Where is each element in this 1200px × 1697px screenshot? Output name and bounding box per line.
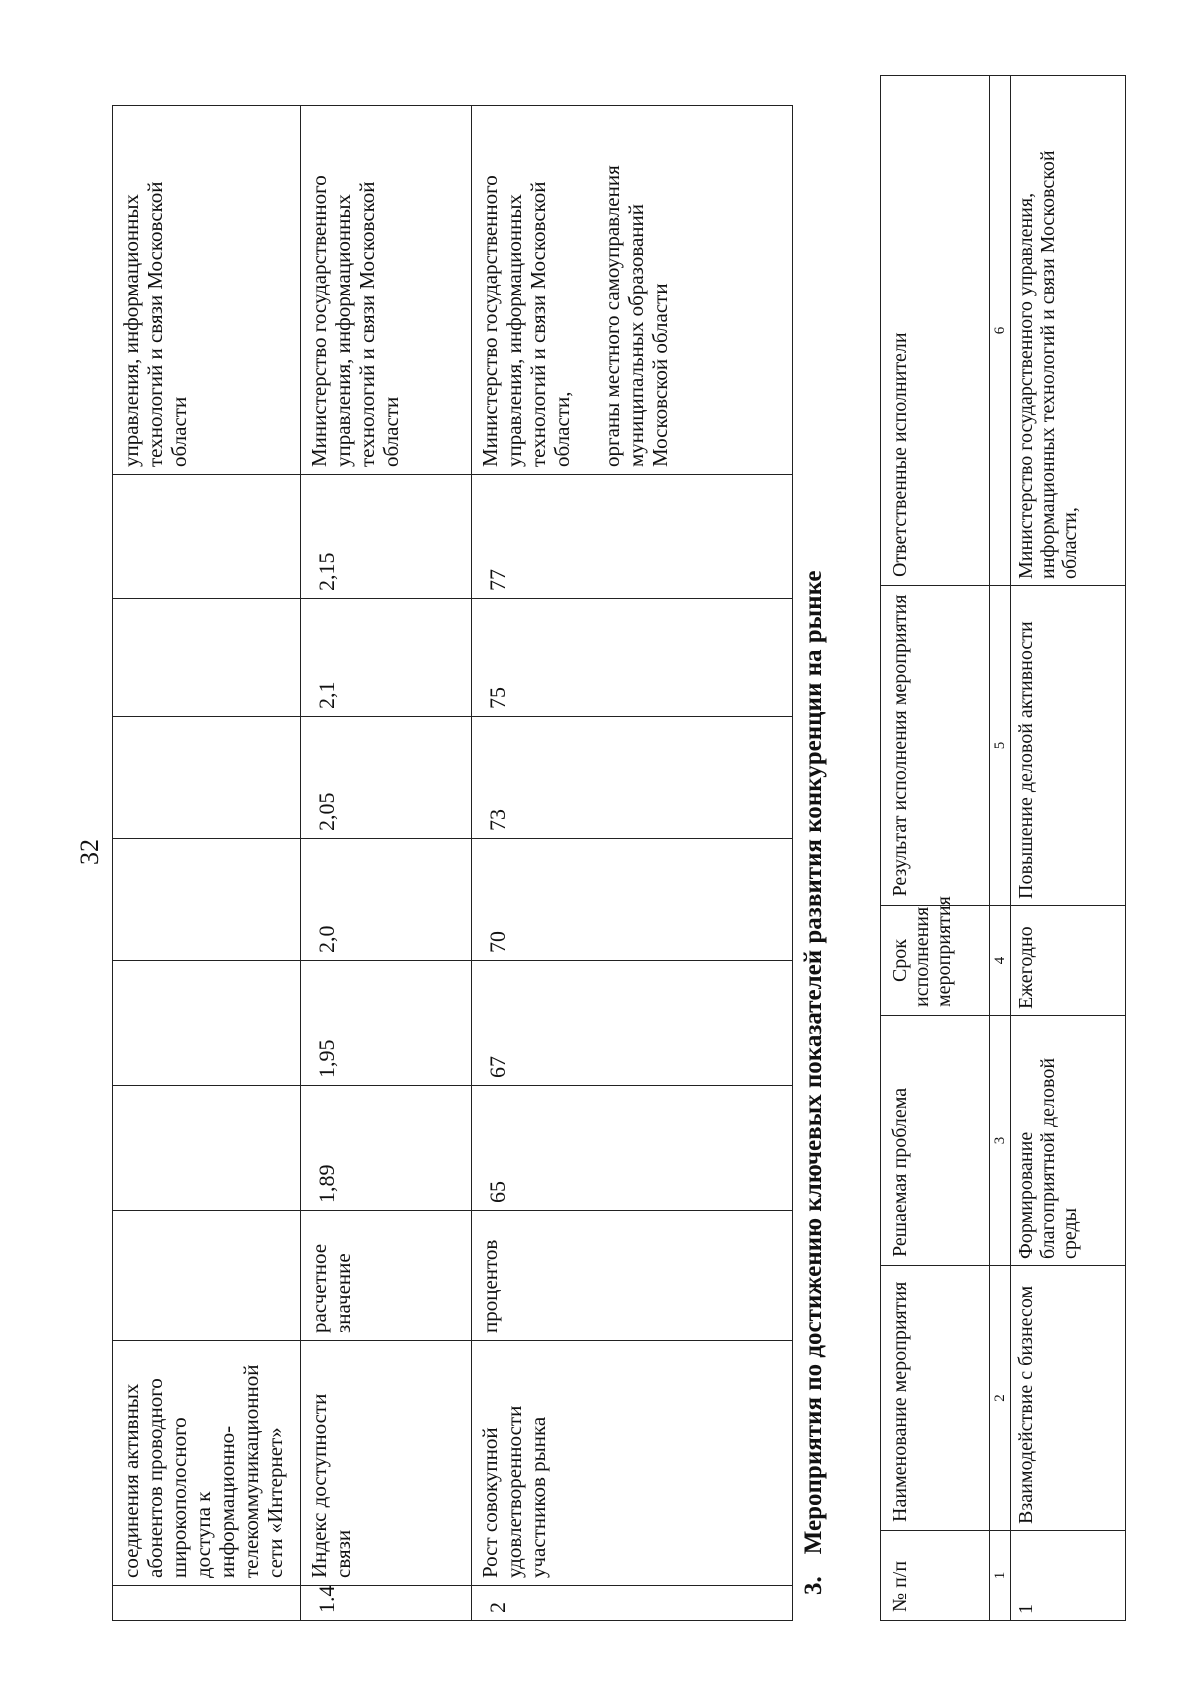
responsible: Министерство государственного управления, информационных технологий и связи Московской области (301, 106, 472, 475)
page-number: 32 (75, 839, 104, 865)
value-cell: 65 (472, 1086, 793, 1211)
value-cell: 2,0 (301, 839, 472, 961)
indicator-name: Рост совокупной удовлетворенности участников рынка (472, 1341, 793, 1586)
value-cell (113, 839, 301, 961)
measure-problem: Формирование благоприятной деловой среды (1011, 1016, 1126, 1266)
measure-responsible: Министерство государственного управления, информационных технологий и связи Московской области, (1011, 76, 1126, 586)
section-number: 3. (800, 1576, 827, 1595)
value-cell: 75 (472, 599, 793, 717)
table-header-row (881, 76, 990, 1621)
value-cell (113, 599, 301, 717)
row-number (113, 1586, 301, 1621)
column-index: 3 (990, 1016, 1011, 1266)
unit: процентов (472, 1211, 793, 1341)
column-index: 5 (990, 586, 1011, 906)
section-title: Мероприятия по достижению ключевых показателей развития конкуренции на рынке (800, 570, 827, 1555)
value-cell: 1,89 (301, 1086, 472, 1211)
table-row (301, 106, 472, 1621)
column-index-row (990, 76, 1011, 1621)
value-cell (113, 961, 301, 1086)
header-cell: Решаемая проблема (881, 1016, 990, 1266)
indicator-name: соединения активных абонентов проводного широкополосного доступа к информационно-телекоммуникационной сети «Интернет» (113, 1341, 301, 1586)
column-index: 2 (990, 1266, 1011, 1531)
header-cell: Наименование мероприятия (881, 1266, 990, 1531)
unit: расчетное значение (301, 1211, 472, 1341)
section-heading (800, 80, 828, 1621)
table-row (113, 106, 301, 1621)
value-cell: 77 (472, 475, 793, 599)
value-cell (113, 717, 301, 839)
measure-name: Взаимодействие с бизнесом (1011, 1266, 1126, 1531)
row-number: 1 (1011, 1531, 1126, 1621)
column-index: 1 (990, 1531, 1011, 1621)
column-index: 6 (990, 76, 1011, 586)
table-row (1011, 76, 1126, 1621)
header-cell: Ответственные исполнители (881, 76, 990, 586)
header-cell: № п/п (881, 1531, 990, 1621)
value-cell: 2,1 (301, 599, 472, 717)
value-cell: 70 (472, 839, 793, 961)
value-cell: 2,05 (301, 717, 472, 839)
indicator-name: Индекс доступности связи (301, 1341, 472, 1586)
responsible-main: Министерство государственного управления, информационных технологий и связи Московской области, (478, 175, 574, 467)
row-number: 2 (472, 1586, 793, 1621)
value-cell: 73 (472, 717, 793, 839)
responsible-extra: органы местного самоуправления муниципальных образований Московской области (600, 165, 672, 467)
value-cell: 2,15 (301, 475, 472, 599)
value-cell (113, 1086, 301, 1211)
header-cell: Результат исполнения мероприятия (881, 586, 990, 906)
unit (113, 1211, 301, 1341)
row-number: 1.4 (301, 1586, 472, 1621)
header-cell: Срок исполнения мероприятия (881, 906, 990, 1016)
measure-deadline: Ежегодно (1011, 906, 1126, 1016)
measure-result: Повышение деловой активности (1011, 586, 1126, 906)
measures-table (880, 75, 1126, 1621)
column-index: 4 (990, 906, 1011, 1016)
responsible: управления, информационных технологий и связи Московской области (113, 106, 301, 475)
value-cell: 67 (472, 961, 793, 1086)
indicators-table (112, 105, 793, 1621)
table-row (472, 106, 793, 1621)
responsible (472, 106, 793, 475)
value-cell: 1,95 (301, 961, 472, 1086)
value-cell (113, 475, 301, 599)
